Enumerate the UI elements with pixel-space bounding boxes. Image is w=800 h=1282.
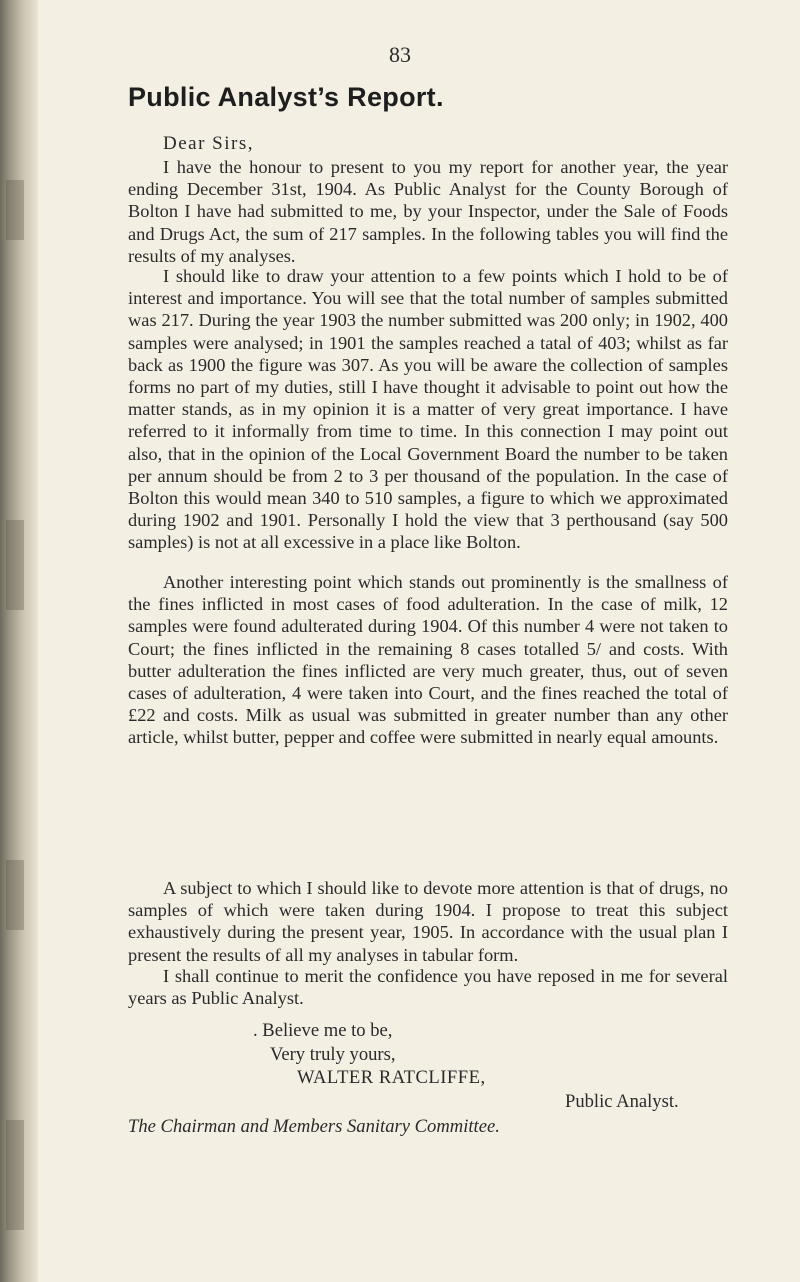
paragraph-introduction: I have the honour to present to you my report for another year, the year ending December 31st, 1904. As Public Analyst for the County Borough of Bolton I have had submitted to me, by your Inspector, under the Sale of Foods and Drugs Act, the sum of 217 samples. In the following tables you will find the results of my analyses. (128, 157, 728, 266)
report-title: Public Analyst’s Report. (128, 82, 444, 112)
binding-speck (6, 860, 24, 930)
paragraph-conclusion: I shall continue to merit the confidence you have reposed in me for several years as Public Analyst. (128, 966, 728, 1009)
paragraph-drugs: A subject to which I should like to devote more attention is that of drugs, no samples of which were taken during 1904. I propose to treat this subject exhaustively during the present year, 1905. In accordance with the usual plan I present the results of all my analyses in tabular form. (128, 878, 728, 965)
signatory-title: Public Analyst. (565, 1091, 679, 1112)
binding-speck (6, 180, 24, 240)
paragraph-fines: Another interesting point which stands out prominently is the smallness of the fines inflicted in most cases of food adulteration. In the case of milk, 12 samples were found adulterated during 1904. Of this number 4 were not taken to Court; the fines inflicted in the remaining 8 cases totalled 5/ and costs. With butter adulteration the fines inflicted are very much greater, thus, out of seven cases of adulteration, 4 were taken into Court, and the fines reached the total of £22 and costs. Milk as usual was submitted in greater number than any other article, whilst butter, pepper and coffee were submitted in nearly equal amounts. (128, 572, 728, 748)
addressee: The Chairman and Members Sanitary Committee. (128, 1116, 500, 1137)
paragraph-sample-numbers: I should like to draw your attention to a few points which I hold to be of interest and importance. You will see that the total number of samples submitted was 217. During the year 1903 the number submitted was 200 only; in 1902, 400 samples were analysed; in 1901 the samples reached a tatal of 403; whilst as far back as 1900 the figure was 307. As you will be aware the collection of samples forms no part of my duties, still I have thought it advisable to point out how the matter stands, as in my opinion it is a matter of very great importance. I have referred to it informally from time to time. In this connection I may point out also, that in the opinion of the Local Government Board the number to be taken per annum should be from 2 to 3 per thousand of the population. In the case of Bolton this would mean 340 to 510 samples, a figure to which we approximated during 1902 and 1901. Personally I hold the view that 3 perthousand (say 500 samples) is not at all excessive in a place like Bolton. (128, 266, 728, 553)
binding-speck (6, 1120, 24, 1230)
signatory-name: WALTER RATCLIFFE, (297, 1067, 486, 1088)
binding-shadow (0, 0, 38, 1282)
binding-speck (6, 520, 24, 610)
salutation: Dear Sirs, (163, 133, 254, 154)
page-number: 83 (389, 42, 411, 67)
closing-valediction: Very truly yours, (270, 1044, 396, 1065)
closing-believe: . Believe me to be, (253, 1020, 393, 1041)
